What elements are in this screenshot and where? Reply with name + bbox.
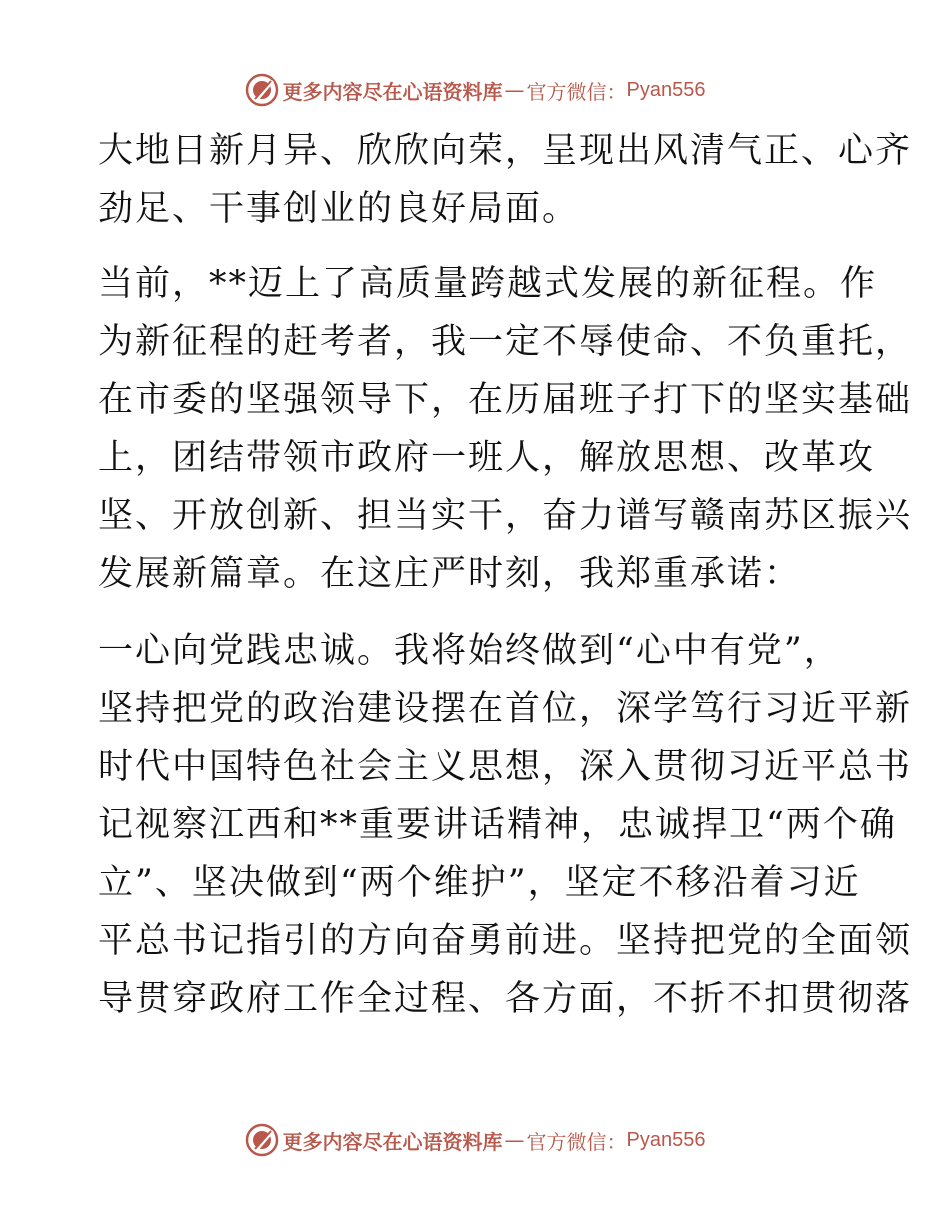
watermark-dash: — [504,1128,525,1152]
text-line: 劲足、干事创业的良好局面。 [98,189,580,229]
watermark-main-text: 更多内容尽在心语资料库 [282,79,503,104]
text-line: 发展新篇章。在这庄严时刻，我郑重承诺： [98,554,802,594]
text-line: 在市委的坚强领导下，在历届班子打下的坚实基础 [98,380,913,420]
watermark-sub-text: 官方微信： [526,79,627,104]
watermark-footer [0,1122,950,1158]
text-line: 大地日新月异、欣欣向荣，呈现出风清气正、心齐 [98,131,913,171]
quill-logo-icon [245,73,279,107]
text-line: 坚持把党的政治建设摆在首位，深学笃行习近平新 [98,689,913,729]
quill-logo-icon [245,1123,279,1157]
text-line: 坚、开放创新、担当实干，奋力谱写赣南苏区振兴 [98,496,913,536]
text-line: 时代中国特色社会主义思想，深入贯彻习近平总书 [98,747,913,787]
watermark-dash: — [504,78,525,102]
text-line: 记视察江西和**重要讲话精神，忠诚捍卫“两个确 [98,805,897,845]
paragraph-2 [98,255,913,603]
paragraph-3 [98,622,913,1028]
text-line: 为新征程的赶考者，我一定不辱使命、不负重托， [98,322,913,362]
watermark-wechat-id: Pyan556 [626,1128,706,1151]
document-body [98,122,913,1028]
text-line: 导贯穿政府工作全过程、各方面，不折不扣贯彻落 [98,979,913,1019]
watermark-main-text: 更多内容尽在心语资料库 [282,1129,503,1154]
text-line: 当前，**迈上了高质量跨越式发展的新征程。作 [98,264,878,304]
watermark-header [0,72,950,108]
watermark-sub-text: 官方微信： [526,1129,627,1154]
text-line: 平总书记指引的方向奋勇前进。坚持把党的全面领 [98,921,913,961]
text-line: 立”、坚决做到“两个维护”，坚定不移沿着习近 [98,863,861,903]
watermark-wechat-id: Pyan556 [626,78,706,101]
text-line: 上，团结带领市政府一班人，解放思想、改革攻 [98,438,876,478]
text-line: 一心向党践忠诚。我将始终做到“心中有党”， [98,631,841,671]
paragraph-1 [98,122,913,238]
